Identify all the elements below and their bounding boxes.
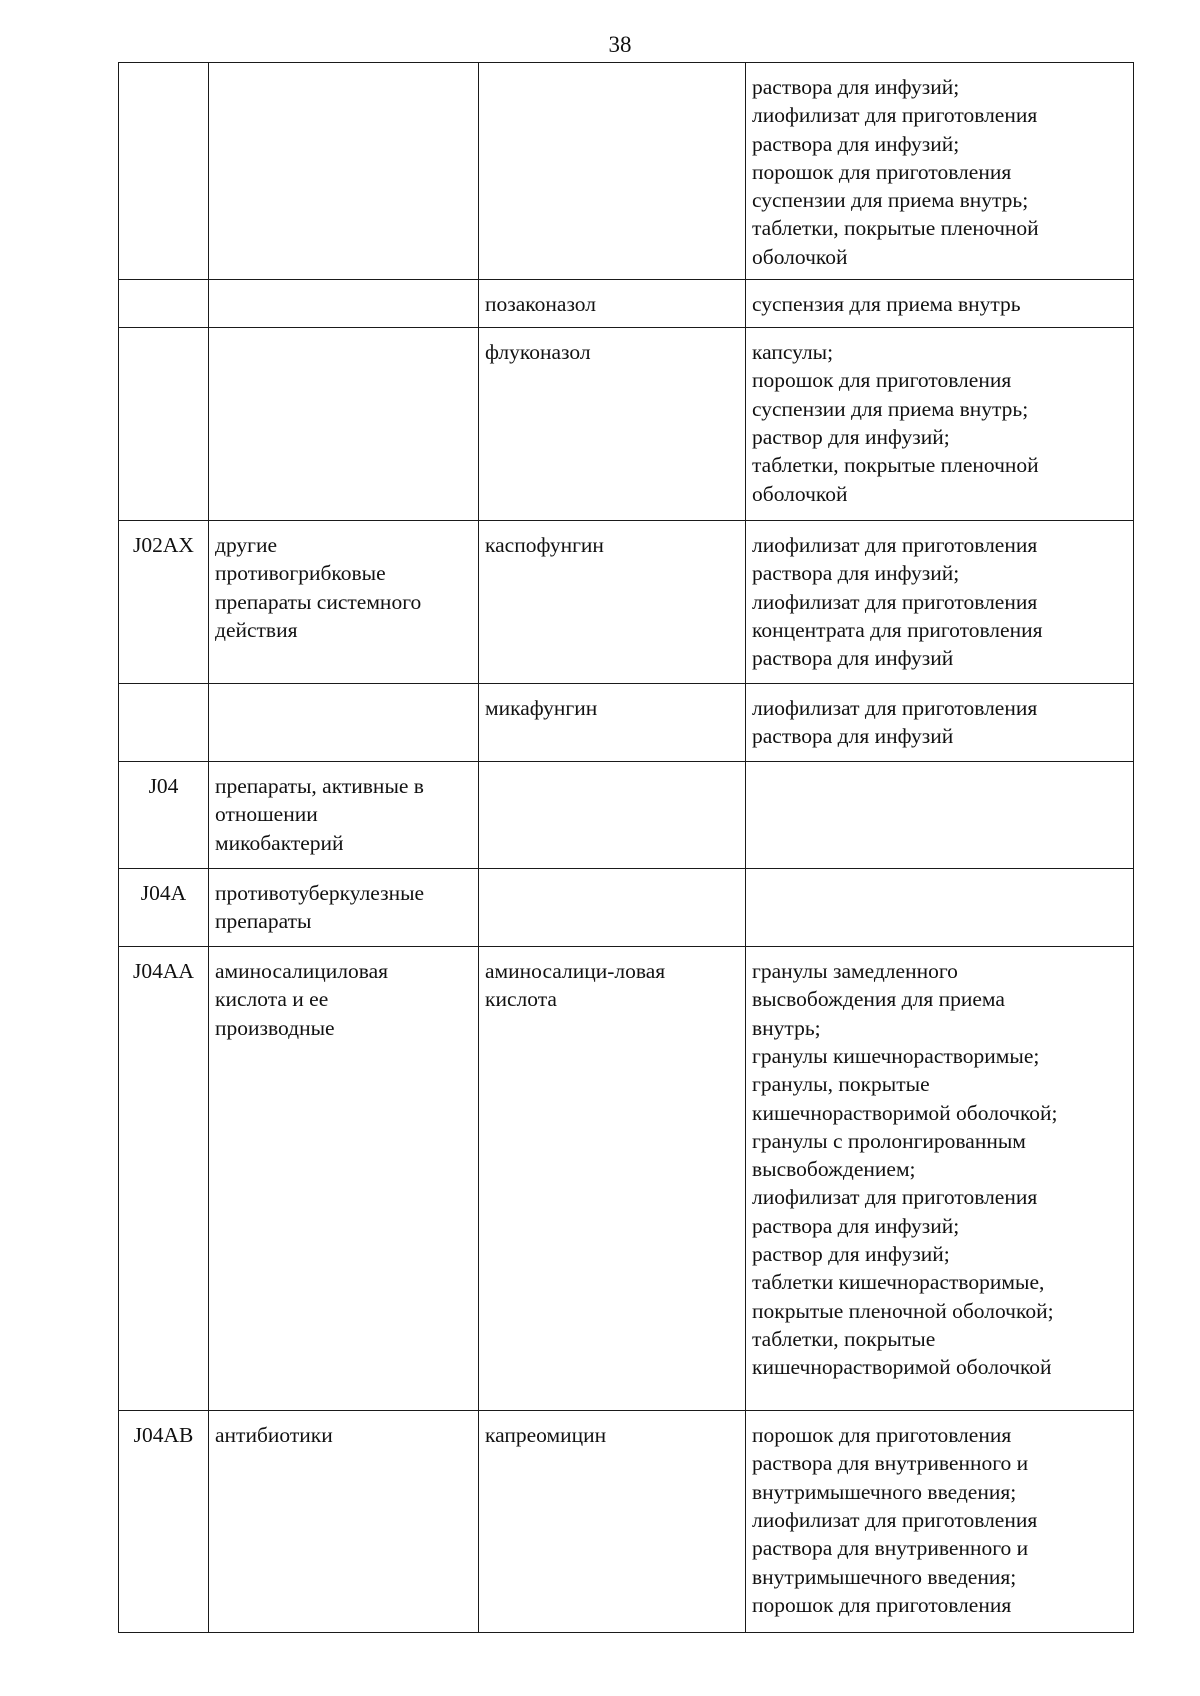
table-row [119,280,1134,328]
page-number: 38 [608,32,632,57]
atc-code-cell: J04AA [119,947,209,1411]
dosage-forms-cell [746,762,1134,869]
group-name-cell [209,63,479,280]
drug-name-cell: каспофунгин [479,521,746,684]
group-name-cell: противотуберкулезные препараты [209,869,479,947]
group-name-cell: аминосалициловая кислота и ее производные [209,947,479,1411]
group-name-cell: другие противогрибковые препараты системного действия [209,521,479,684]
dosage-forms-cell: раствора для инфузий; лиофилизат для приготовления раствора для инфузий; порошок для приготовления суспензии для приема внутрь; таблетки, покрытые пленочной оболочкой [746,63,1134,280]
group-name-cell [209,328,479,521]
group-name-cell [209,280,479,328]
dosage-forms-cell [746,869,1134,947]
table-row [119,762,1134,869]
atc-code-cell: J02AX [119,521,209,684]
drug-name-cell: флуконазол [479,328,746,521]
atc-code-cell [119,684,209,762]
atc-code-cell: J04 [119,762,209,869]
dosage-forms-cell: лиофилизат для приготовления раствора для инфузий [746,684,1134,762]
atc-code-cell [119,328,209,521]
drug-name-cell: аминосалици-ловая кислота [479,947,746,1411]
atc-code-cell: J04AB [119,1411,209,1633]
group-name-cell [209,684,479,762]
drug-name-cell [479,63,746,280]
group-name-cell: препараты, активные в отношении микобактерий [209,762,479,869]
drug-name-cell: позаконазол [479,280,746,328]
table-row [119,521,1134,684]
table-row [119,1411,1134,1633]
dosage-forms-cell: суспензия для приема внутрь [746,280,1134,328]
drug-name-cell: микафунгин [479,684,746,762]
drug-name-cell [479,762,746,869]
dosage-forms-cell: гранулы замедленного высвобождения для приема внутрь; гранулы кишечнорастворимые; гранулы, покрытые кишечнорастворимой оболочкой; гранулы с пролонгированным высвобождением; лиофилизат для приготовления раствора для инфузий; раствор для инфузий; таблетки кишечнорастворимые, покрытые пленочной оболочкой; таблетки, покрытые кишечнорастворимой оболочкой [746,947,1134,1411]
dosage-forms-cell: порошок для приготовления раствора для внутривенного и внутримышечного введения; лиофилизат для приготовления раствора для внутривенного и внутримышечного введения; порошок для приготовления [746,1411,1134,1633]
table-row [119,947,1134,1411]
dosage-forms-cell: лиофилизат для приготовления раствора для инфузий; лиофилизат для приготовления концентрата для приготовления раствора для инфузий [746,521,1134,684]
table-row [119,684,1134,762]
drug-name-cell: капреомицин [479,1411,746,1633]
group-name-cell: антибиотики [209,1411,479,1633]
table-row [119,328,1134,521]
atc-code-cell [119,280,209,328]
atc-code-cell [119,63,209,280]
atc-code-cell: J04A [119,869,209,947]
drug-table [118,62,1134,1633]
dosage-forms-cell: капсулы; порошок для приготовления суспензии для приема внутрь; раствор для инфузий; таблетки, покрытые пленочной оболочкой [746,328,1134,521]
table-row [119,63,1134,280]
table-row [119,869,1134,947]
drug-name-cell [479,869,746,947]
